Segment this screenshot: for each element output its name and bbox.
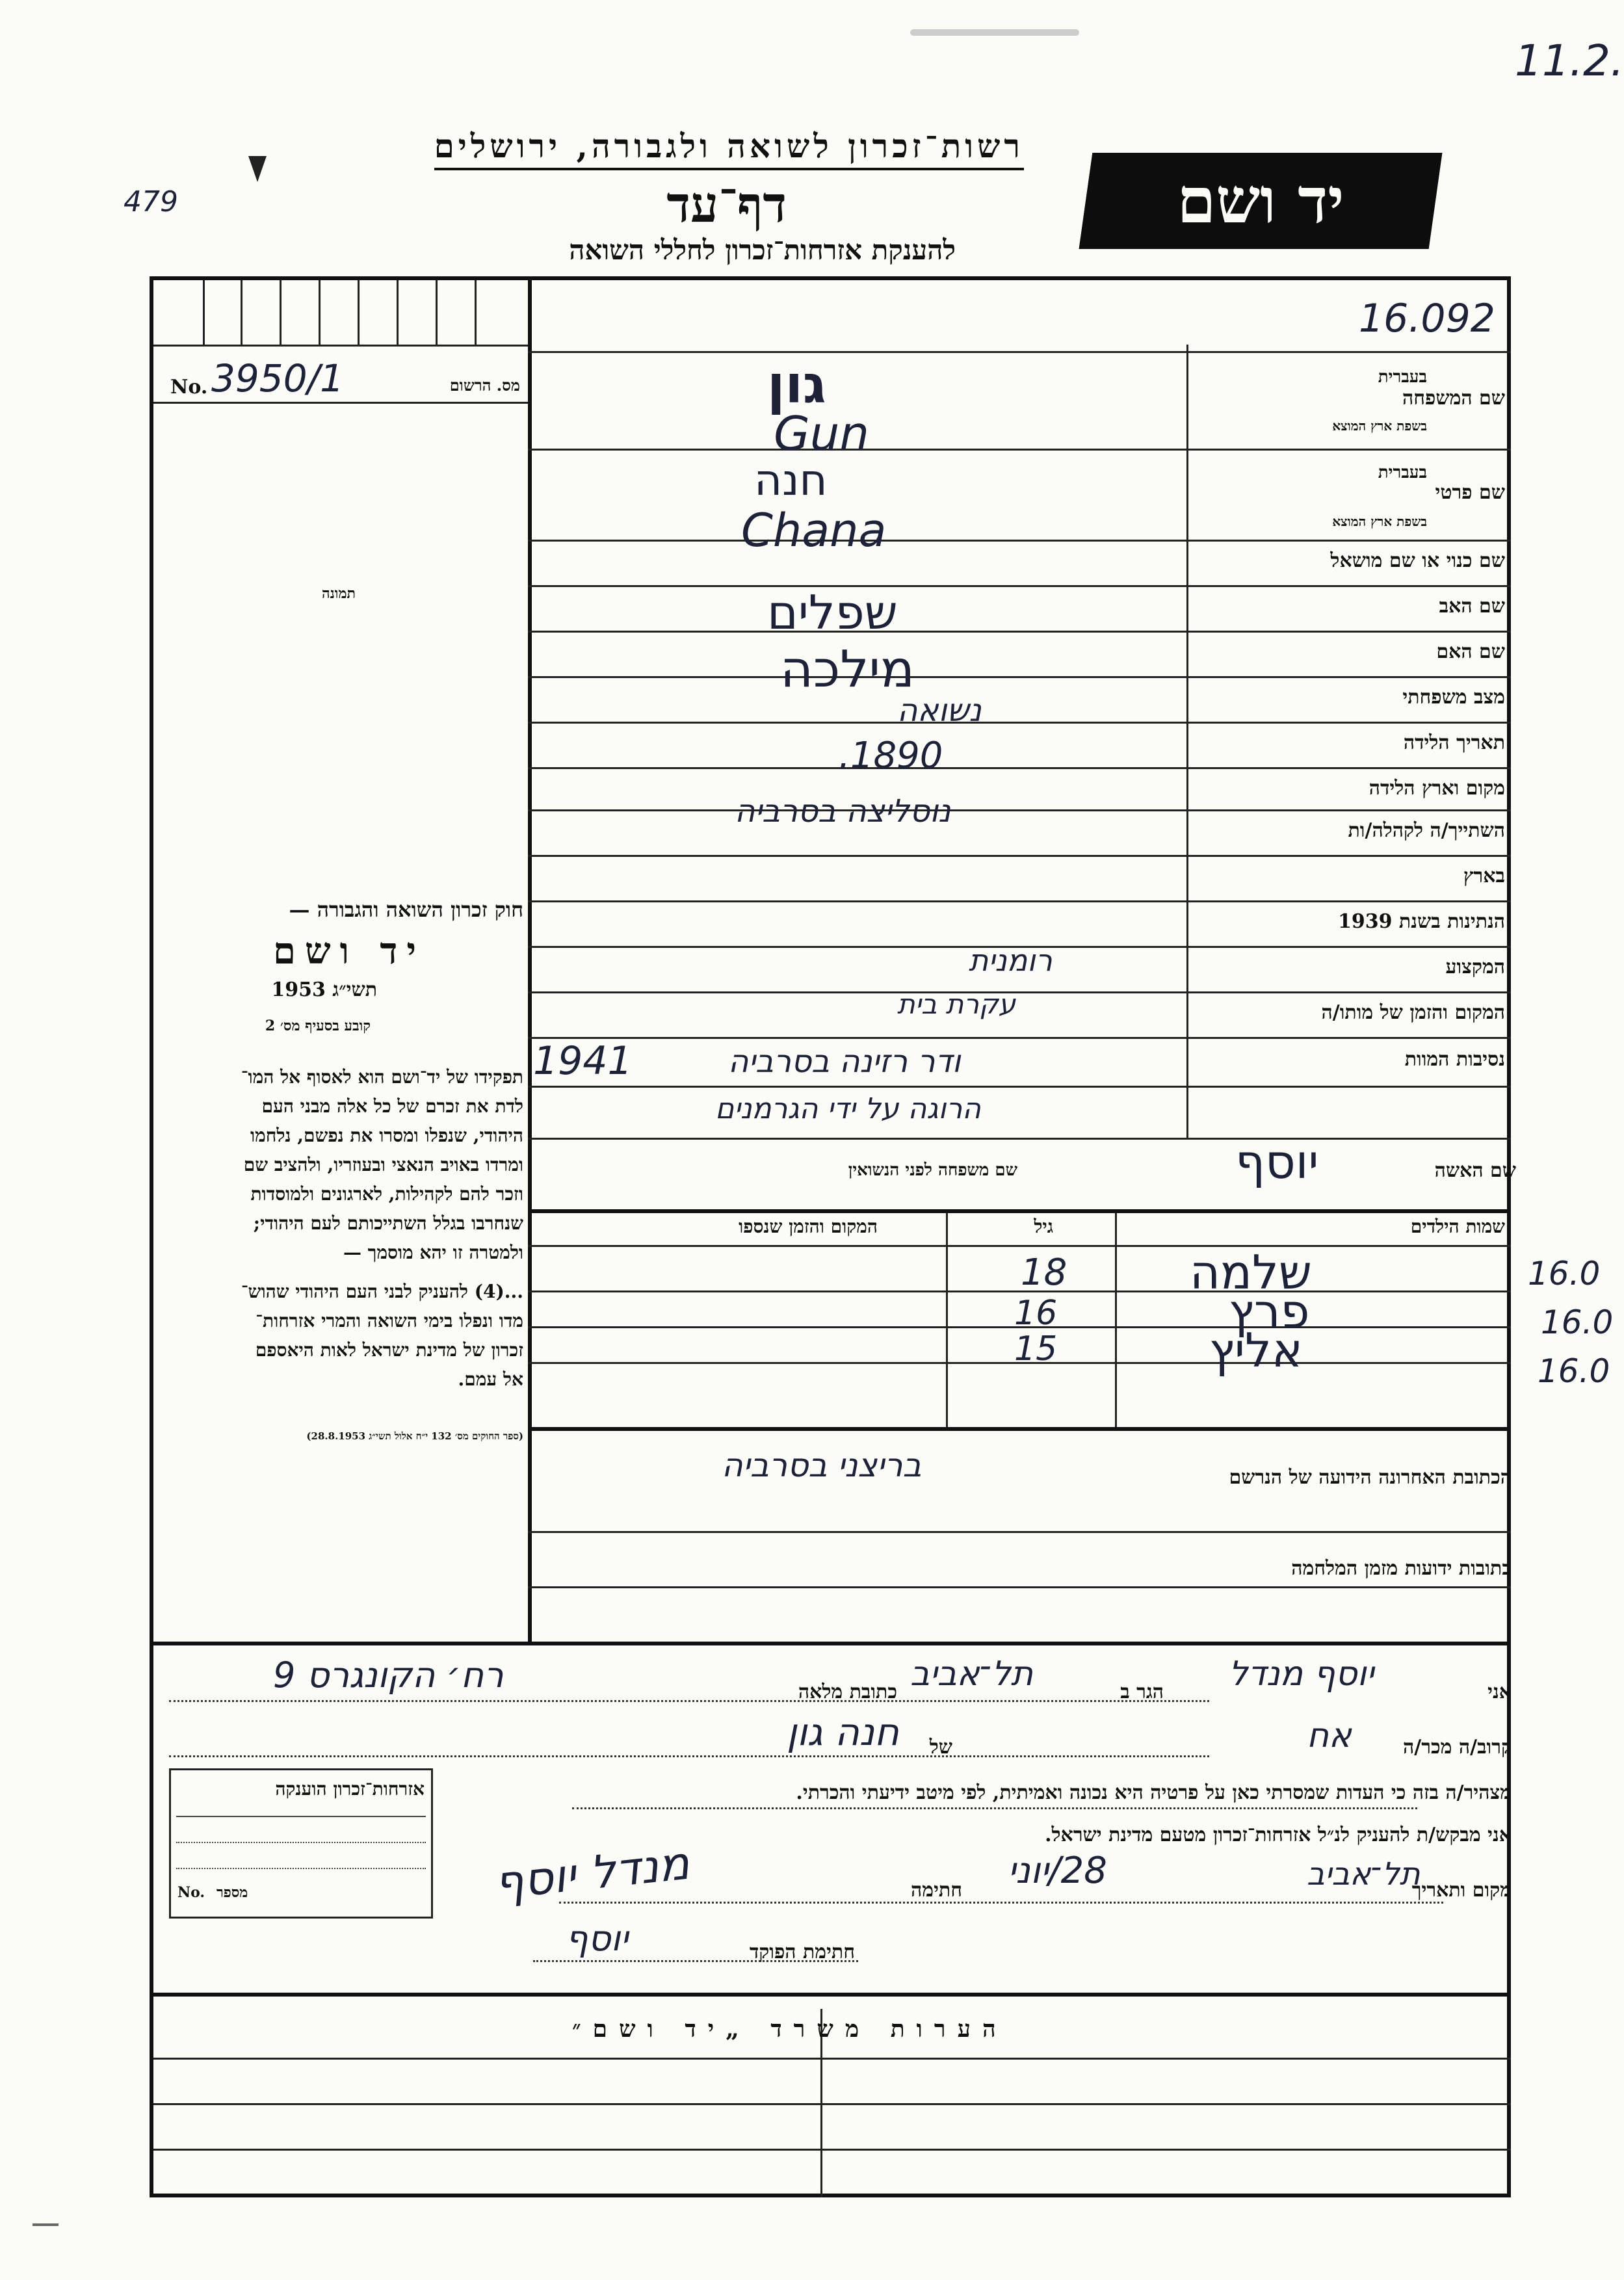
logo-text: יד ושם [1177,164,1344,237]
spouse-name: יוסף [1235,1134,1319,1189]
office-notes-title: הערות משרד „יד ושם״ [572,2015,1008,2043]
scan-mark [33,2223,59,2226]
place-date-label: מקום ותאריך [1411,1879,1512,1902]
citizenship-number-label: מספר [216,1884,248,1901]
photo-label: תמונה [322,585,356,602]
law-footnote: (ספר החוקים מס׳ 132 י״ח אלול תשי״ג 28.8.1953) [306,1430,523,1442]
citizenship-no-label: No. [177,1884,205,1901]
origin-lang-label: בשפת ארץ המוצא [1332,418,1427,434]
birth-date: 1890. [839,735,943,777]
citizenship-box-title: אזרחות־זכרון הוענקה [275,1778,425,1800]
form-title: דף־עד [666,176,787,233]
declarant-name: יוסף מנדל [1229,1655,1374,1694]
place-time-perished-header: המקום והזמן שנספו [739,1216,878,1237]
death-place: ודר רזינה בסרביה [728,1043,961,1080]
death-circumstances: הרוגה על ידי הגרמנים [715,1092,981,1125]
child-age: 18 [1021,1251,1067,1294]
page-number: 479 [124,185,178,218]
children-names-header: שמות הילדים [1410,1216,1505,1237]
birth-place-label: מקום וארץ הלידה [1369,777,1505,800]
law-name: יד ושם [273,930,426,973]
death-year: 1941 [533,1038,633,1084]
law-p1-line: תפקידו של יד־ושם הוא לאסוף אל המו־ [241,1066,523,1088]
resides-label: הגר ב [1120,1681,1164,1703]
law-p1-line: ומרדו באויב הנאצי ובעוזריו, ולהציב שם [243,1154,523,1175]
community-label: השתייך/ה לקהלה/ות [1348,819,1505,842]
maiden-name-label: שם משפחה לפני הנשואין [848,1160,1017,1180]
scan-mark [910,29,1079,36]
reg-number: 3950/1 [211,356,345,400]
in-country-label: בארץ [1463,865,1505,887]
law-p1-line: לדת את זכרם של כל אלה מבני העם [261,1095,523,1117]
city: תל־אביב [910,1655,1034,1694]
request-statement: אני מבקש/ת להעניק לנ״ל אזרחות־זכרון מטעם מדינת ישראל. [1045,1824,1512,1846]
sheet-number: 16.092 [1359,296,1495,341]
birth-date-label: תאריך הלידה [1403,731,1505,754]
law-title: חוק זכרון השואה והגבורה — [289,897,523,922]
death-circumstances-label: נסיבות המוות [1404,1048,1505,1071]
last-address: בריצני בסרביה [722,1447,922,1484]
profession: עקרת בית [897,988,1016,1020]
of-label: של [929,1736,952,1759]
father-name: שפלים [767,585,898,640]
first-name-label: שם פרטי [1435,481,1505,504]
last-address-label: הכתובת האחרונה הידועה של הנרשם [1229,1466,1512,1489]
law-p2-line: זכרון של מדינת ישראל לאות היאספם [255,1339,523,1361]
law-p2-line: אל עמם. [458,1369,523,1390]
child-name: אליץ [1209,1323,1303,1378]
child-age: 16 [1014,1294,1058,1333]
wartime-address-label: כתובות ידועות מזמן המלחמה [1291,1557,1512,1580]
officer-signature-label: חתימת הפוקד [749,1941,855,1963]
in-hebrew-label: בעברית [1378,463,1427,482]
family-name-hebrew: גון [767,354,826,415]
mother-name: מילכה [780,640,915,699]
address-label: כתובת מלאה [798,1681,897,1703]
declaration-statement: מצהיר/ה בזה כי העדות שמסרתי כאן על פרטיה היא נכונה ואמיתית, לפי מיטב ידיעתי והכרתי. [796,1781,1512,1804]
death-place-time-label: המקום והזמן של מותו/ה [1321,1001,1505,1024]
in-hebrew-label: בעברית [1378,367,1427,387]
child-note: 16.0 [1541,1304,1614,1341]
form-subtitle: להענקת אזרחות־זכרון לחללי השואה [569,234,956,266]
citizenship: רומנית [969,943,1053,978]
mother-label: שם האם [1436,640,1505,663]
yad-vashem-logo [1079,153,1443,249]
law-year: תשי״ג 1953 [271,978,377,1001]
law-p1-line: ולמטרה זו יהא מוסמך — [343,1242,523,1263]
citizenship-label: הנתינות בשנת 1939 [1337,910,1505,933]
child-note: 16.0 [1538,1352,1610,1390]
law-p1-line: שנחרבו בגלל השתייכותם לעם היהודי; [253,1212,523,1234]
origin-lang-label: בשפת ארץ המוצא [1332,514,1427,529]
law-p1-line: וזכר להם לקהילות, לארגונים ולמוסדות [250,1183,523,1205]
birth-place: נוסליצה בסרביה [735,793,951,830]
first-name-hebrew: חנה [754,455,828,505]
relative-name: חנה גון [787,1710,899,1754]
spouse-label: שם האשה [1434,1159,1516,1182]
law-p2-line: מדו ונפלו בימי השואה והמרי אזרחות־ [255,1310,523,1331]
marital-status: נשואה [897,692,982,729]
reg-label: מס. הרשום [449,376,520,395]
nickname-label: שם כנוי או שם מושאל [1330,549,1505,572]
citizenship-box [169,1768,433,1919]
first-name-latin: Chana [741,504,887,557]
child-name: שלמה [1190,1245,1312,1300]
relation: אח [1307,1716,1352,1755]
pen-mark-icon [248,156,267,182]
relative-label: קרוב/ה מכר/ה [1403,1736,1512,1759]
law-clause: קובע בסעיף מס׳ 2 [265,1017,371,1034]
sign-place: תל־אביב [1307,1856,1421,1893]
full-address: רח׳ הקונגרס 9 [273,1655,504,1696]
child-name: פרץ [1229,1284,1310,1339]
reg-no-label: No. [170,376,208,399]
family-name-label: שם המשפחה [1402,387,1505,410]
org-name: רשות־זכרון לשואה ולגבורה, ירושלים [434,127,1024,170]
officer-signature: יוסף [566,1918,629,1959]
signature-label: חתימה [911,1879,962,1902]
father-label: שם האב [1439,595,1505,618]
age-header: גיל [1034,1216,1053,1237]
law-p1-line: היהודי, שנפלו ומסרו את נפשם, נלחמו [250,1125,523,1146]
declarant-i-label: אני [1487,1681,1512,1703]
family-name-latin: Gun [774,406,870,461]
profession-label: המקצוע [1445,956,1505,978]
sign-date: 28/יוני [1008,1850,1107,1892]
corner-note: 11.2. [1515,36,1624,86]
child-age: 15 [1014,1330,1058,1369]
marital-label: מצב משפחתי [1402,686,1505,709]
signature: מנדל יוסף [491,1836,692,1910]
law-p2-line: ...(4) להעניק לבני העם היהודי שהוש־ [241,1281,523,1302]
child-note: 16.0 [1528,1255,1601,1292]
